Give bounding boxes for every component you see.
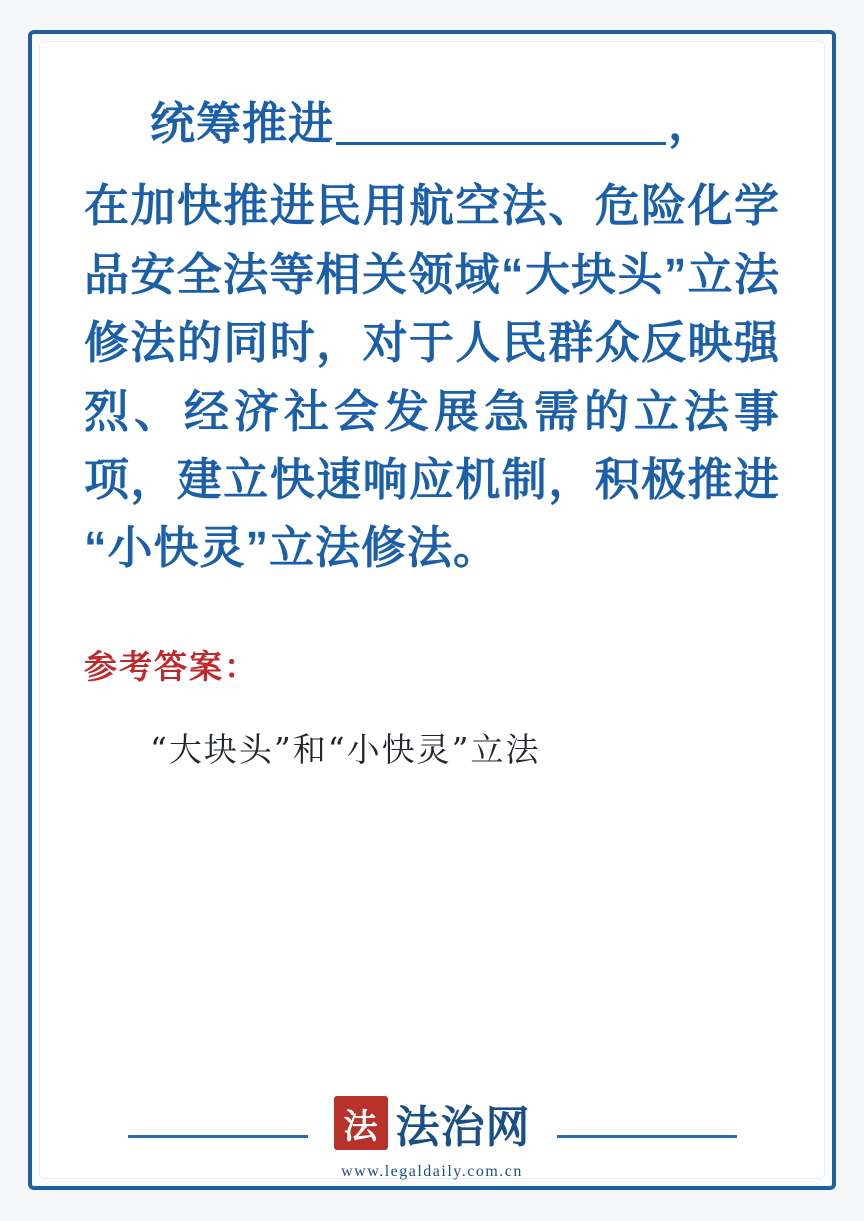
site-logo[interactable] <box>334 1091 531 1181</box>
answer-label: 参考答案： <box>84 646 259 686</box>
footer-divider-left <box>128 1135 308 1138</box>
answer-text: “大块头”和“小快灵”立法 <box>150 729 541 769</box>
site-url: www.legaldaily.com.cn <box>341 1163 523 1180</box>
card-content <box>40 42 824 1178</box>
question-comma: ， <box>668 98 715 149</box>
question-block <box>84 90 780 583</box>
question-prefix: 统筹推进 <box>149 98 334 149</box>
question-paragraph: 在加快推进民用航空法、危险化学品安全法等相关领域“大块头”立法修法的同时，对于人民群众反映强烈、经济社会发展急需的立法事项，建立快速响应机制，积极推进“小快灵”立法修法。 <box>84 180 780 574</box>
logo-wordmark: 法治网 <box>395 1102 531 1153</box>
footer-divider-right <box>557 1135 737 1138</box>
fill-in-blank <box>336 108 666 145</box>
seal-icon: 法 <box>334 1096 388 1150</box>
question-first-line <box>84 90 780 158</box>
logo-row <box>334 1091 531 1155</box>
footer <box>0 1091 864 1181</box>
